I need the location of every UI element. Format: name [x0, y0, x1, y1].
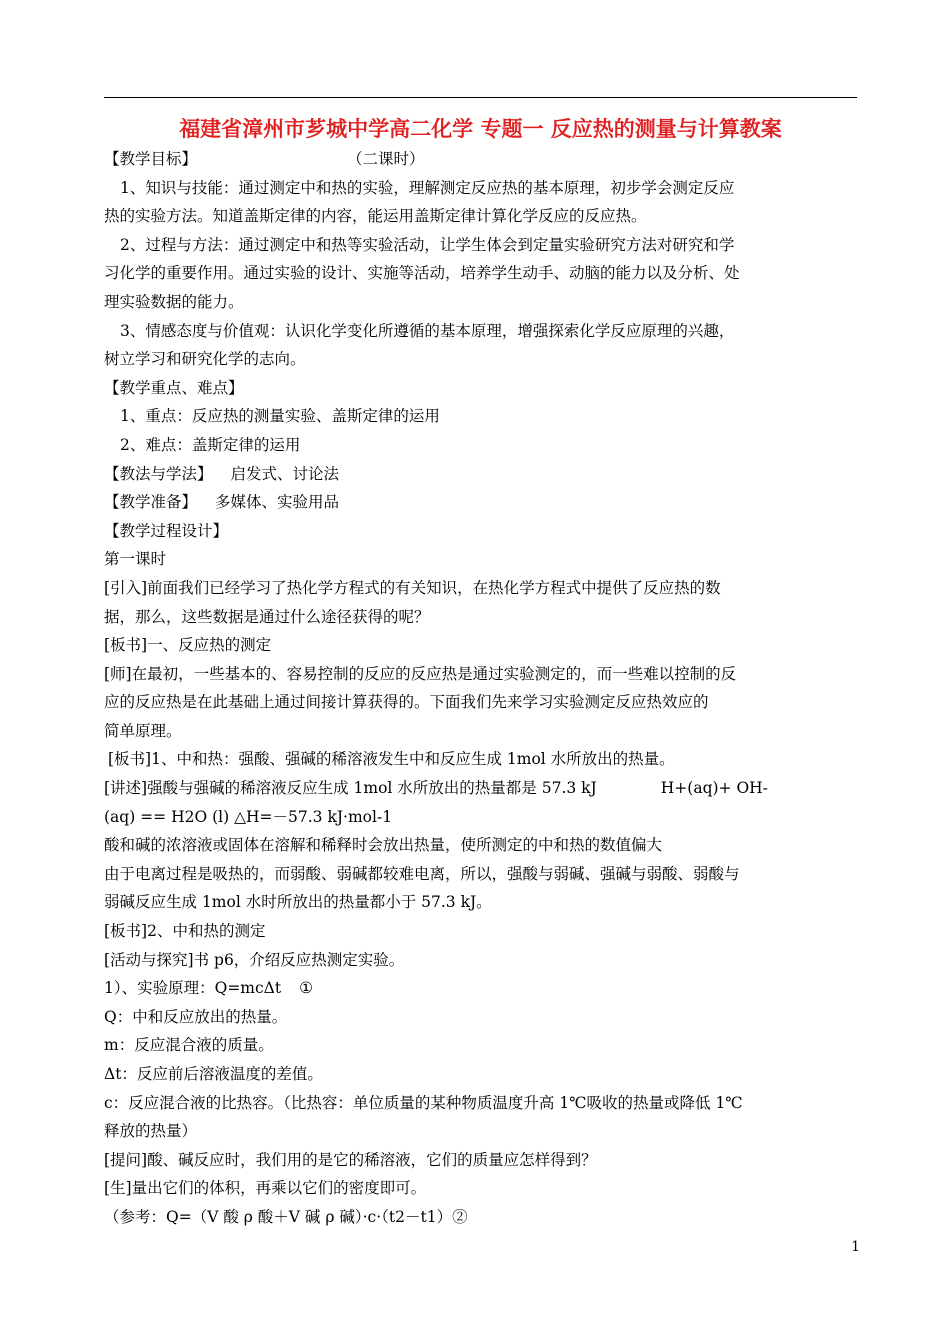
teacher-line-3: 简单原理。	[104, 721, 182, 740]
objective-3-line-1: 3、情感态度与价值观：认识化学变化所遵循的基本原理，增强探索化学反应原理的兴趣，	[120, 321, 735, 340]
equation-marker-1: ①	[299, 979, 314, 998]
preparation-value: 多媒体、实验用品	[215, 493, 340, 512]
intro-line-2: 据，那么，这些数据是通过什么途径获得的呢？	[104, 607, 430, 626]
principle-line	[104, 974, 857, 1003]
page-number: 1	[851, 1239, 860, 1255]
question-line: [提问]酸、碱反应时，我们用的是它的稀溶液，它们的质量应怎样得到？	[104, 1150, 597, 1169]
preparation-line	[104, 488, 857, 517]
teacher-line-2: 应的反应热是在此基础上通过间接计算获得的。下面我们先来学习实验测定反应热效应的	[104, 693, 709, 712]
lecture-text: [讲述]强酸与强碱的稀溶液反应生成 1mol 水所放出的热量都是 57.3 kJ	[104, 779, 597, 798]
preparation-heading: 【教学准备】	[104, 493, 198, 512]
objective-2-line-2: 习化学的重要作用。通过实验的设计、实施等活动，培养学生动手、动脑的能力以及分析、处	[104, 264, 740, 283]
ionization-note-line-1: 由于电离过程是吸热的，而弱酸、弱碱都较难电离，所以，强酸与弱碱、强碱与弱酸、弱酸与	[104, 864, 740, 883]
objectives-heading-line	[104, 145, 857, 174]
ionic-equation-start: H+(aq)+ OH-	[660, 779, 768, 798]
process-heading: 【教学过程设计】	[104, 521, 229, 540]
definition-q: Q：中和反应放出的热量。	[104, 1007, 288, 1026]
objective-2-line-3: 理实验数据的能力。	[104, 292, 244, 311]
principle-formula: 1）、实验原理：Q=mcΔt	[104, 979, 282, 998]
lecture-line-1	[104, 774, 857, 803]
document-body	[104, 145, 857, 1232]
document-title: 福建省漳州市芗城中学高二化学 专题一 反应热的测量与计算教案	[179, 117, 782, 141]
teacher-line-1: [师]在最初，一些基本的、容易控制的反应的反应热是通过实验测定的，而一些难以控制的反	[104, 664, 737, 683]
ionization-note-line-2: 弱碱反应生成 1mol 水时所放出的热量都小于 57.3 kJ。	[104, 893, 492, 912]
definition-delta-t: Δt：反应前后溶液温度的差值。	[104, 1065, 323, 1083]
header-rule	[104, 97, 857, 98]
board-note-2: [板书]1、中和热：强酸、强碱的稀溶液发生中和反应生成 1mol 水所放出的热量。	[108, 750, 675, 769]
lesson-1-label: 第一课时	[104, 550, 167, 569]
objective-2-line-1: 2、过程与方法：通过测定中和热等实验活动，让学生体会到定量实验研究方法对研究和学	[120, 235, 735, 254]
intro-line-1: [引入]前面我们已经学习了热化学方程式的有关知识，在热化学方程式中提供了反应热的数	[104, 578, 721, 597]
keypoint-key: 1、重点：反应热的测量实验、盖斯定律的运用	[120, 407, 440, 426]
activity-line: [活动与探究]书 p6，介绍反应热测定实验。	[104, 950, 405, 969]
lessons-count: （二课时）	[347, 150, 425, 168]
methods-line	[104, 460, 857, 489]
definition-c-line-2: 释放的热量）	[104, 1122, 198, 1141]
methods-heading: 【教法与学法】	[104, 464, 213, 483]
lecture-line-2: (aq) == H2O (l) △H=－57.3 kJ·mol-1	[104, 807, 393, 826]
concentrated-note: 酸和碱的浓溶液或固体在溶解和稀释时会放出热量，使所测定的中和热的数值偏大	[104, 836, 663, 855]
objective-3-line-2: 树立学习和研究化学的志向。	[104, 350, 306, 369]
definition-m: m：反应混合液的质量。	[104, 1036, 274, 1055]
reference-formula: （参考：Q=（V 酸 ρ 酸＋V 碱 ρ 碱）·c·（t2－t1）②	[104, 1207, 468, 1226]
board-note-1: [板书]一、反应热的测定	[104, 636, 272, 655]
methods-value: 启发式、讨论法	[230, 464, 340, 483]
answer-line: [生]量出它们的体积，再乘以它们的密度即可。	[104, 1179, 427, 1198]
keypoints-heading: 【教学重点、难点】	[104, 378, 244, 397]
objectives-heading: 【教学目标】	[104, 150, 198, 168]
keypoint-difficult: 2、难点：盖斯定律的运用	[120, 435, 301, 454]
objective-1-line-1: 1、知识与技能：通过测定中和热的实验，理解测定反应热的基本原理，初步学会测定反应	[120, 178, 735, 197]
definition-c-line-1: c：反应混合液的比热容。（比热容：单位质量的某种物质温度升高 1℃吸收的热量或降低 1℃	[104, 1093, 743, 1112]
board-note-3: [板书]2、中和热的测定	[104, 922, 266, 941]
objective-1-line-2: 热的实验方法。知道盖斯定律的内容，能运用盖斯定律计算化学反应的反应热。	[104, 207, 647, 226]
